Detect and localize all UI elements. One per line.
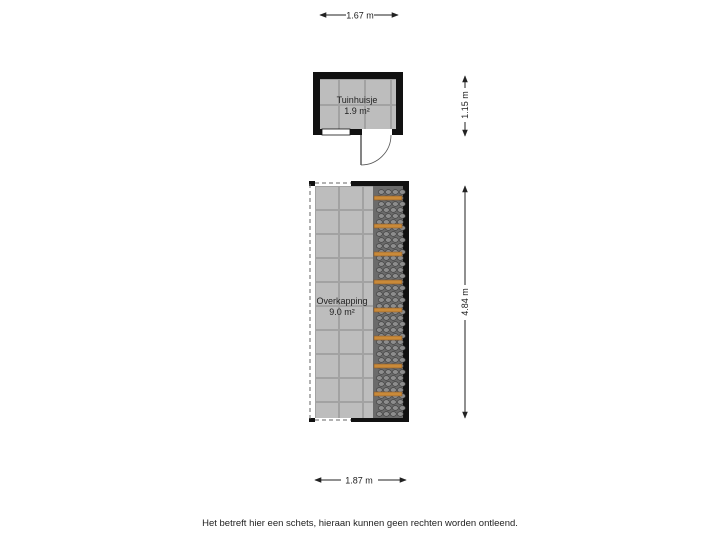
firewood-log [376, 208, 382, 213]
bottom-width-dimension [315, 476, 406, 486]
firewood-log [399, 238, 405, 243]
firewood-plank [374, 252, 402, 256]
firewood-log [390, 256, 396, 261]
top-width-label: 1.67 m [346, 10, 374, 21]
door-swing-arc [361, 135, 391, 165]
firewood-log [378, 298, 384, 303]
firewood-log [385, 358, 391, 363]
firewood-log [397, 340, 403, 345]
firewood-log [392, 382, 398, 387]
firewood-log [385, 286, 391, 291]
firewood-log [376, 328, 382, 333]
firewood-log [383, 208, 389, 213]
firewood-log [399, 286, 405, 291]
firewood-log [397, 220, 403, 225]
canopy-area: 9.0 m² [329, 307, 355, 317]
bottom-width-label: 1.87 m [345, 475, 373, 486]
firewood-log [392, 358, 398, 363]
shed-door-opening [362, 129, 392, 135]
firewood-log [383, 316, 389, 321]
firewood-log [399, 358, 405, 363]
firewood-log [385, 190, 391, 195]
firewood-log [397, 376, 403, 381]
firewood-log [383, 232, 389, 237]
firewood-log [385, 346, 391, 351]
shed-height-label: 1.15 m [460, 91, 470, 119]
shed-name: Tuinhuisje [336, 95, 378, 105]
firewood-log [392, 214, 398, 219]
firewood-log [392, 370, 398, 375]
firewood-log [378, 274, 384, 279]
firewood-log [376, 268, 382, 273]
firewood-log [378, 382, 384, 387]
firewood-log [397, 328, 403, 333]
firewood-log [390, 328, 396, 333]
firewood-log [390, 352, 396, 357]
firewood-log [378, 202, 384, 207]
firewood-log [390, 244, 396, 249]
firewood-log [385, 214, 391, 219]
shed-height-dimension [460, 76, 470, 136]
shed-tuinhuisje [313, 72, 403, 165]
firewood-log [376, 376, 382, 381]
firewood-log [390, 376, 396, 381]
firewood-log [378, 346, 384, 351]
canopy-height-label: 4.84 m [460, 288, 470, 316]
firewood-log [399, 322, 405, 327]
firewood-log [390, 232, 396, 237]
firewood-log [376, 244, 382, 249]
firewood-log [392, 298, 398, 303]
firewood-log [390, 208, 396, 213]
firewood-log [383, 304, 389, 309]
firewood-log [390, 220, 396, 225]
firewood-log [397, 400, 403, 405]
firewood-log [378, 322, 384, 327]
firewood-log [392, 286, 398, 291]
firewood-log [397, 316, 403, 321]
firewood-log [376, 412, 382, 417]
firewood-stack [373, 186, 405, 418]
firewood-log [390, 304, 396, 309]
firewood-plank [374, 364, 402, 368]
firewood-log [385, 274, 391, 279]
firewood-plank [374, 392, 402, 396]
firewood-log [385, 262, 391, 267]
firewood-log [392, 262, 398, 267]
firewood-log [383, 376, 389, 381]
firewood-log [376, 400, 382, 405]
shed-window [322, 129, 350, 135]
top-width-dimension [320, 11, 398, 21]
firewood-log [383, 220, 389, 225]
firewood-log [376, 304, 382, 309]
firewood-plank [374, 336, 402, 340]
firewood-log [378, 370, 384, 375]
firewood-log [399, 406, 405, 411]
firewood-log [383, 244, 389, 249]
firewood-log [383, 412, 389, 417]
firewood-log [399, 202, 405, 207]
firewood-log [378, 406, 384, 411]
firewood-log [399, 370, 405, 375]
firewood-log [383, 328, 389, 333]
firewood-log [392, 190, 398, 195]
firewood-log [385, 238, 391, 243]
firewood-log [378, 190, 384, 195]
firewood-log [383, 388, 389, 393]
firewood-log [376, 232, 382, 237]
firewood-log [383, 340, 389, 345]
firewood-log [383, 352, 389, 357]
firewood-log [397, 304, 403, 309]
firewood-log [385, 370, 391, 375]
firewood-log [383, 268, 389, 273]
firewood-log [399, 382, 405, 387]
firewood-log [378, 358, 384, 363]
firewood-log [397, 352, 403, 357]
firewood-log [397, 412, 403, 417]
firewood-log [383, 292, 389, 297]
firewood-log [376, 256, 382, 261]
firewood-log [390, 400, 396, 405]
firewood-log [399, 274, 405, 279]
firewood-plank [374, 308, 402, 312]
shed-area: 1.9 m² [344, 106, 370, 116]
firewood-log [392, 406, 398, 411]
firewood-log [399, 214, 405, 219]
firewood-log [390, 316, 396, 321]
canopy-height-dimension [460, 186, 470, 418]
firewood-plank [374, 196, 402, 200]
firewood-log [378, 286, 384, 291]
firewood-log [385, 322, 391, 327]
firewood-log [378, 214, 384, 219]
firewood-log [397, 208, 403, 213]
firewood-log [399, 346, 405, 351]
firewood-log [376, 292, 382, 297]
firewood-log [383, 400, 389, 405]
firewood-log [376, 220, 382, 225]
firewood-log [376, 340, 382, 345]
firewood-log [383, 256, 389, 261]
firewood-log [392, 274, 398, 279]
firewood-log [399, 190, 405, 195]
firewood-log [397, 244, 403, 249]
firewood-log [397, 268, 403, 273]
firewood-log [378, 238, 384, 243]
firewood-log [392, 322, 398, 327]
firewood-log [392, 202, 398, 207]
firewood-plank [374, 280, 402, 284]
firewood-log [397, 388, 403, 393]
firewood-log [385, 406, 391, 411]
firewood-log [376, 388, 382, 393]
firewood-log [385, 202, 391, 207]
firewood-plank [374, 224, 402, 228]
firewood-log [390, 340, 396, 345]
firewood-log [390, 388, 396, 393]
firewood-log [392, 346, 398, 351]
firewood-log [385, 298, 391, 303]
firewood-log [385, 382, 391, 387]
firewood-log [390, 412, 396, 417]
firewood-log [399, 298, 405, 303]
canopy-name: Overkapping [316, 296, 368, 306]
disclaimer-text: Het betreft hier een schets, hieraan kunnen geen rechten worden ontleend. [202, 518, 518, 529]
firewood-log [397, 292, 403, 297]
firewood-log [399, 262, 405, 267]
firewood-log [376, 352, 382, 357]
firewood-log [390, 268, 396, 273]
canopy-overkapping [309, 181, 409, 422]
firewood-log [397, 256, 403, 261]
firewood-log [378, 262, 384, 267]
firewood-log [390, 292, 396, 297]
firewood-log [397, 232, 403, 237]
firewood-log [392, 238, 398, 243]
firewood-log [376, 316, 382, 321]
